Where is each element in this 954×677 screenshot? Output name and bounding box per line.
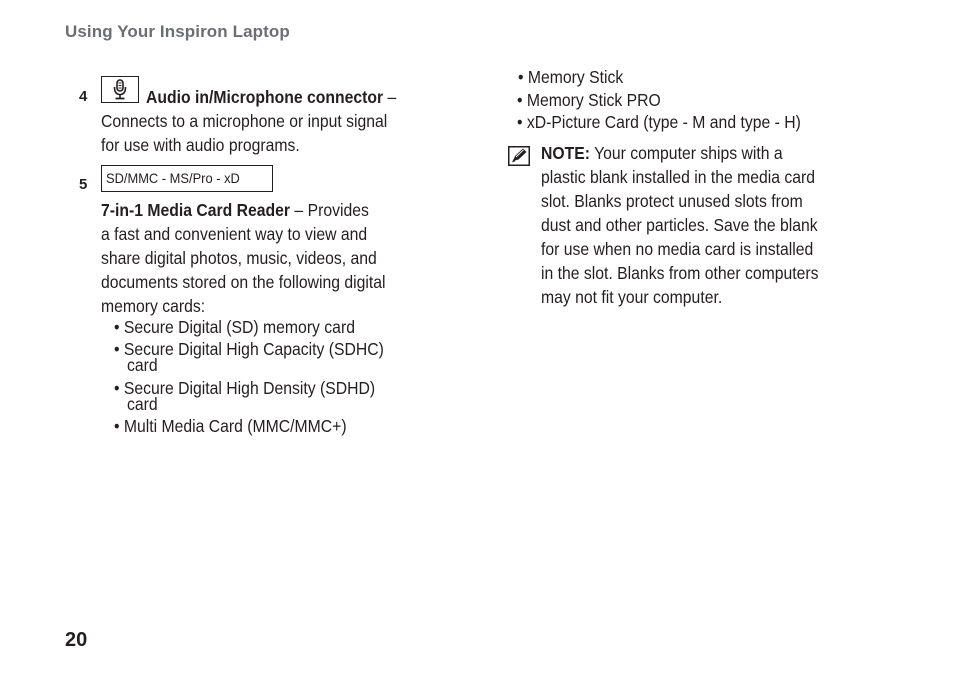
item-title-line [146,85,396,109]
item-number: 4 [79,88,88,105]
note-first-line [541,141,783,165]
item-dash: – [383,87,397,107]
item-description-line: memory cards: [101,296,206,316]
list-item: • Secure Digital High Capacity (SDHC) [114,339,384,359]
item-description-line: for use with audio programs. [101,135,300,155]
item-number: 5 [79,176,88,193]
card-slot-label: SD/MMC - MS/Pro - xD [106,170,240,186]
item-title: Audio in/Microphone connector [146,87,384,107]
item-description-line: share digital photos, music, videos, and [101,248,377,268]
card-slot-label-box [101,165,273,192]
note-label: NOTE: [541,143,591,163]
item-description-line: documents stored on the following digital [101,272,386,292]
list-item: • Secure Digital (SD) memory card [114,317,355,337]
item-dash-text: – Provides [290,200,369,220]
running-header: Using Your Inspiron Laptop [65,22,290,41]
note-text: Your computer ships with a [590,143,783,163]
list-item: • Memory Stick PRO [517,90,661,110]
list-item: • Multi Media Card (MMC/MMC+) [114,416,347,436]
list-item: • xD-Picture Card (type - M and type - H) [517,112,801,132]
note-pencil-icon [508,146,530,166]
item-title: 7-in-1 Media Card Reader [101,200,291,220]
note-line: may not fit your computer. [541,287,723,307]
note-line: slot. Blanks protect unused slots from [541,191,803,211]
item-description-line: Connects to a microphone or input signal [101,111,388,131]
microphone-icon [102,77,138,102]
list-item: • Memory Stick [518,67,624,87]
list-item: • Secure Digital High Density (SDHD) [114,378,376,398]
page-number: 20 [65,629,88,651]
note-line: for use when no media card is installed [541,239,814,259]
list-item-continuation: card [127,394,158,414]
list-item-continuation: card [127,355,158,375]
microphone-icon-box [101,76,139,103]
item-description-line: a fast and convenient way to view and [101,224,368,244]
note-line: dust and other particles. Save the blank [541,215,818,235]
item-title-line [101,198,369,222]
note-line: plastic blank installed in the media card [541,167,816,187]
note-line: in the slot. Blanks from other computers [541,263,819,283]
